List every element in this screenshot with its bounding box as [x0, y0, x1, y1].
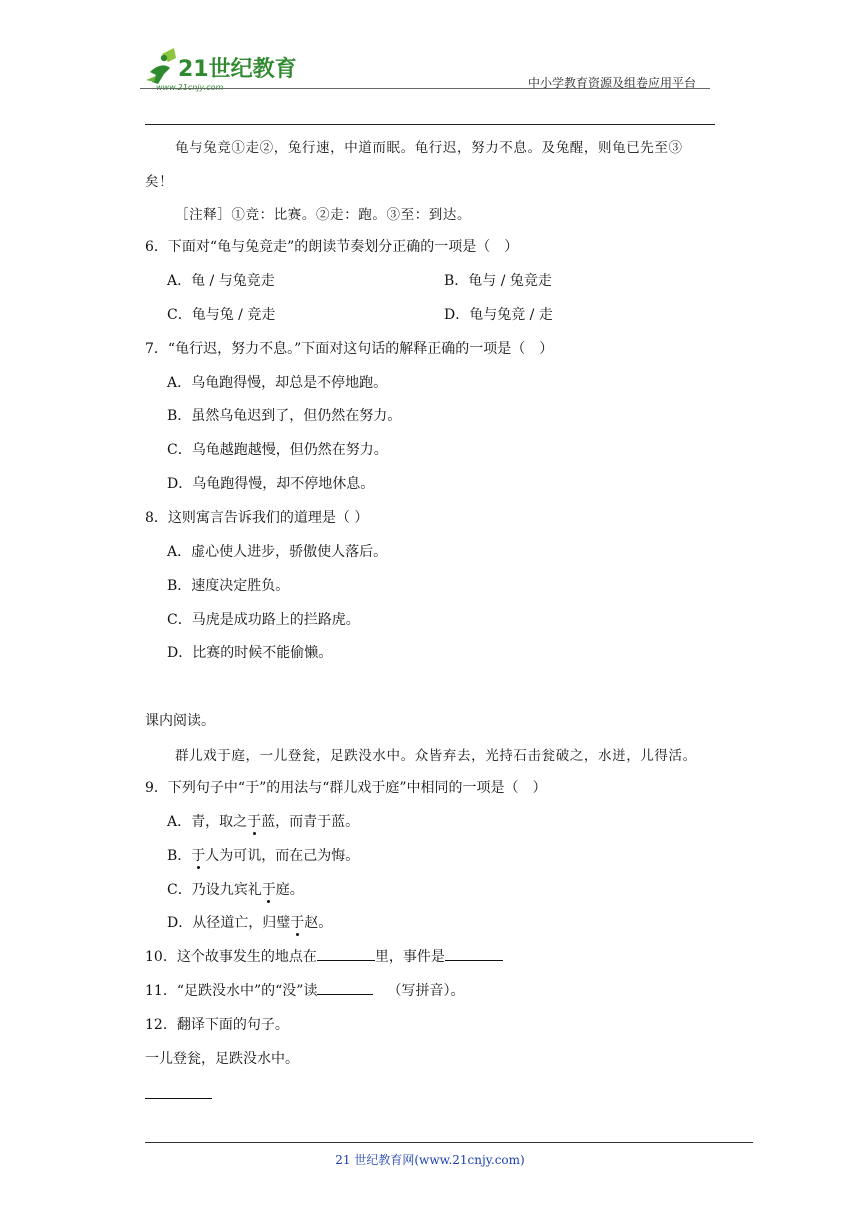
- logo: [140, 44, 310, 94]
- passage1-line1: 龟与兔竞①走②，兔行速，中道而眠。龟行迟，努力不息。及兔醒，则龟已先至③: [175, 140, 683, 156]
- q10-blank-event[interactable]: [445, 946, 503, 961]
- q9-c-pre: C．乃设九宾礼: [167, 882, 262, 898]
- q10: [145, 946, 503, 966]
- q7-stem: 7．“龟行迟，努力不息。”下面对这句话的解释正确的一项是（ ）: [145, 341, 554, 357]
- q9-c-emphasis: 于: [261, 882, 276, 898]
- q9-b-emphasis: 于: [191, 848, 206, 864]
- q12-stem: 12．翻译下面的句子。: [145, 1017, 289, 1033]
- q7-option-a[interactable]: A．乌龟跑得慢，却总是不停地跑。: [167, 375, 388, 391]
- q8-option-b[interactable]: B．速度决定胜负。: [167, 578, 290, 594]
- q9-c-post: 庭。: [275, 882, 304, 898]
- q9-option-d[interactable]: [167, 912, 332, 932]
- q6-stem: 6．下面对“龟与兔竞走”的朗读节奏划分正确的一项是（ ）: [145, 239, 519, 255]
- footer-rule: [145, 1142, 753, 1143]
- passage1-line2: 矣！: [145, 174, 174, 190]
- q12-sentence: 一儿登瓮，足跌没水中。: [145, 1051, 299, 1067]
- q9-b-pre: B．: [167, 848, 192, 864]
- passage1-note: ［注释］①竞：比赛。②走：跑。③至：到达。: [175, 207, 472, 223]
- q9-d-emphasis: 于: [290, 915, 305, 931]
- q9-b-post: 人为可讥，而在己为悔。: [205, 848, 360, 864]
- q9-a-post: 蓝，而青于蓝。: [261, 814, 360, 830]
- q11-text-2: （写拼音）。: [387, 983, 465, 999]
- header-rule: [145, 124, 715, 125]
- q9-option-b[interactable]: [167, 845, 359, 865]
- q11-blank-pinyin[interactable]: [317, 980, 373, 995]
- q7-option-b[interactable]: B．虽然乌龟迟到了，但仍然在努力。: [167, 408, 402, 424]
- q10-blank-place[interactable]: [317, 946, 375, 961]
- q6-option-a[interactable]: A．龟 / 与兔竞走: [167, 273, 275, 289]
- q6-option-d[interactable]: D．龟与兔竞 / 走: [444, 307, 553, 323]
- q9-d-post: 赵。: [304, 915, 333, 931]
- q9-option-c[interactable]: [167, 879, 304, 899]
- q9-d-pre: D．从径道亡，归璧: [167, 915, 291, 931]
- q8-option-c[interactable]: C．马虎是成功路上的拦路虎。: [167, 612, 360, 628]
- q8-stem: 8．这则寓言告诉我们的道理是（ ）: [145, 510, 369, 526]
- q9-stem: 9．下列句子中“于”的用法与“群儿戏于庭”中相同的一项是（ ）: [145, 780, 547, 796]
- q11: [145, 980, 464, 1000]
- header-divider: [140, 88, 710, 89]
- q11-text-1: 11．“足跌没水中”的“没”读: [145, 983, 318, 999]
- runner-logo-icon: [146, 48, 176, 84]
- q6-option-c[interactable]: C．龟与兔 / 竞走: [167, 307, 276, 323]
- q10-text-2: 里，事件是: [374, 949, 445, 965]
- logo-text: 21世纪教育: [178, 57, 297, 82]
- footer-text[interactable]: 21 世纪教育网(www.21cnjy.com): [335, 1153, 525, 1167]
- q8-option-d[interactable]: D．比赛的时候不能偷懒。: [167, 645, 333, 661]
- q7-option-d[interactable]: D．乌龟跑得慢，却不停地休息。: [167, 476, 375, 492]
- q7-option-c[interactable]: C．乌龟越跑越慢，但仍然在努力。: [167, 442, 388, 458]
- logo-url: www.21cnjy.com: [156, 83, 224, 92]
- q10-text-1: 10．这个故事发生的地点在: [145, 949, 317, 965]
- q9-a-emphasis: 于: [247, 814, 262, 830]
- q9-option-a[interactable]: [167, 811, 359, 831]
- q6-option-b[interactable]: B．龟与 / 兔竞走: [444, 273, 552, 289]
- platform-name: 中小学教育资源及组卷应用平台: [528, 76, 697, 90]
- q9-a-pre: A．青，取之: [167, 814, 248, 830]
- section2-passage: 群儿戏于庭，一儿登瓮，足跌没水中。众皆弃去，光持石击瓮破之，水迸，儿得活。: [175, 748, 697, 764]
- q8-option-a[interactable]: A．虚心使人进步，骄傲使人落后。: [167, 544, 388, 560]
- q12-answer-line[interactable]: [145, 1098, 212, 1099]
- section2-title: 课内阅读。: [145, 713, 215, 729]
